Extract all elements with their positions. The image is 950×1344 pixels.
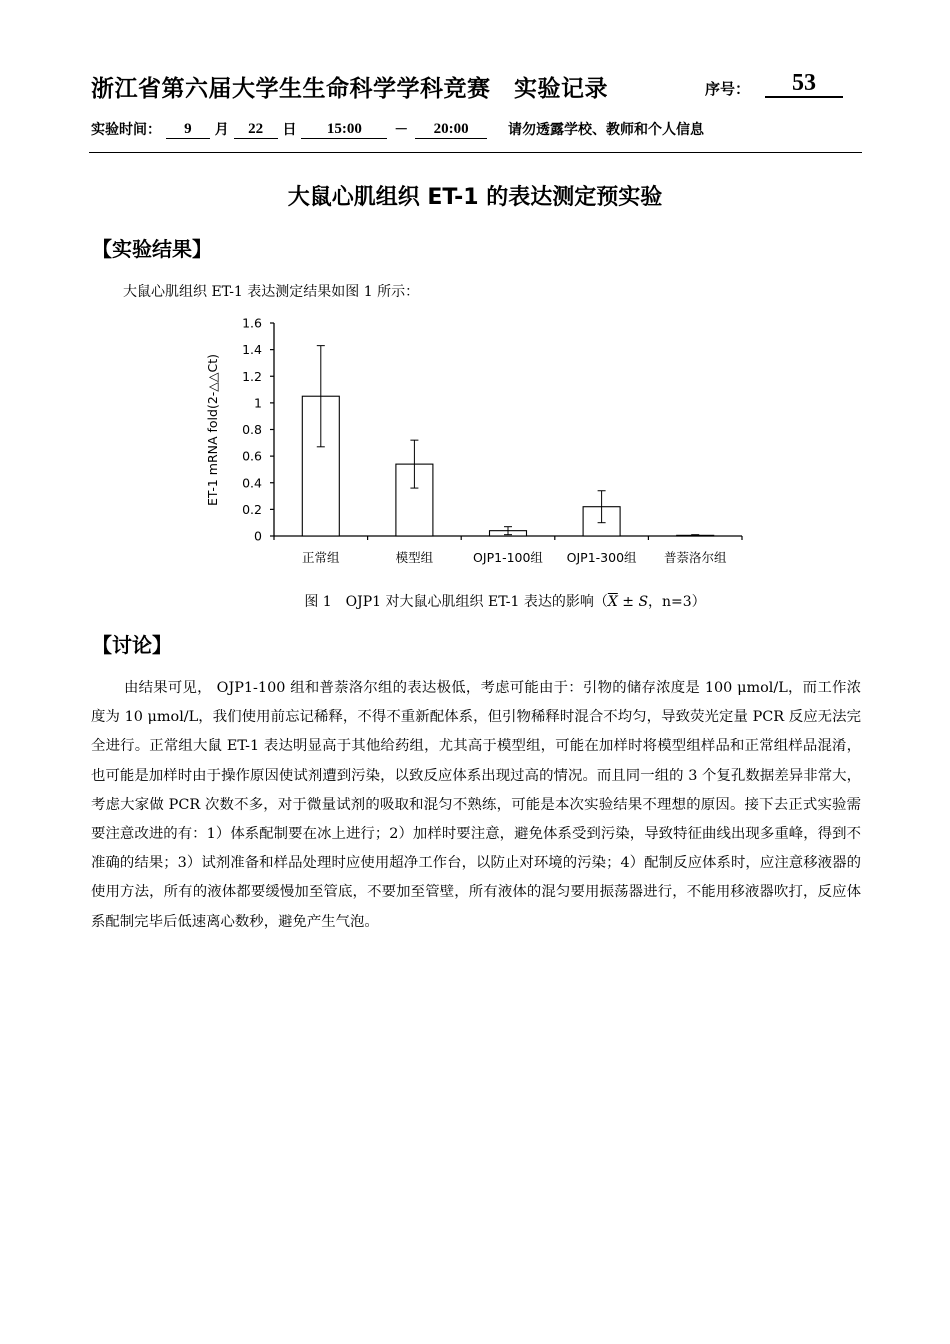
document-title: 大鼠心肌组织 ET-1 的表达测定预实验 [287,185,663,210]
time-label: 实验时间： [91,122,161,138]
x-category-label: 普萘洛尔组 [663,550,727,565]
privacy-notice: 请勿透露学校、教师和个人信息 [508,122,704,138]
error-bars [317,346,699,536]
experiment-time-row [91,119,704,141]
discussion-paragraph: 由结果可见， OJP1-100 组和普萘洛尔组的表达极低，考虑可能由于：引物的储存浓度是 100 μmol/L，而工作浓度为 10 μmol/L，我们使用前忘记稀释，不得不重新配体系，但引物稀释时混合不均匀，导致荧光定量 PCR 反应无法完全进行。正常组大鼠 ET-1 表达明显高于其他给药组，尤其高于模型组，可能在加样时将模型组样品和正常组样品混淆，也可能是加样时由于操作原因使试剂遭到污染，以致反应体系出现过高的情况。而且同一组的 3 个复孔数据差异非常大，考虑大家做 PCR 次数不多，对于微量试剂的吸取和混匀不熟练，可能是本次实验结果不理想的原因。接下去正式实验需要注意改进的有：1）体系配制要在冰上进行；2）加样时要注意，避免体系受到污染，导致特征曲线出现多重峰，得到不准确的结果；3）试剂准备和样品处理时应使用超净工作台，以防止对环境的污染；4）配制反应体系时，应注意移液器的使用方法，所有的液体都要缓慢加至管底，不要加至管壁，所有液体的混匀要用振荡器进行，不能用移液器吹打，反应体系配制完毕后低速离心数秒，避免产生气泡。 [91,680,861,930]
discussion-heading: 【讨论】 [92,633,172,657]
y-tick-label: 1.2 [242,368,262,384]
y-axis-label: ET-1 mRNA fold(2-△△Ct) [205,353,220,507]
y-tick-label: 0.6 [242,448,262,464]
caption-pm: ± [617,594,639,610]
y-tick-label: 0.8 [242,422,262,437]
serial-label: 序号： [705,80,751,98]
day-value: 22 [234,120,278,139]
serial-value: 53 [765,70,843,98]
x-category-label: 正常组 [302,550,340,565]
chart-svg [200,310,760,580]
header-title: 浙江省第六届大学生生命科学学科竞赛 实验记录 [91,76,608,102]
y-tick-label: 0.4 [242,475,262,491]
results-intro: 大鼠心肌组织 ET-1 表达测定结果如图 1 所示： [123,284,420,300]
day-unit: 日 [282,122,297,138]
results-heading: 【实验结果】 [92,237,212,261]
bar-chart [200,310,760,580]
x-axis-labels [302,550,727,565]
x-category-label: OJP1-100组 [473,550,543,565]
y-tick-label: 0.2 [242,501,262,517]
y-axis-ticks [242,316,274,544]
caption-prefix: 图 1 OJP1 对大鼠心肌组织 ET-1 表达的影响（ [304,594,608,610]
caption-mean-symbol: $\overline{X}$ [607,594,618,610]
start-time: 15:00 [301,120,387,139]
x-category-label: OJP1-300组 [566,550,637,565]
figure-caption [0,591,950,611]
y-tick-label: 1 [254,395,262,411]
time-dash: － [394,122,409,138]
y-tick-label: 1.4 [242,342,262,358]
end-time: 20:00 [415,120,487,139]
header-divider [89,152,862,153]
caption-suffix: ，n=3） [648,594,706,610]
month-unit: 月 [214,122,229,138]
bars [302,396,713,536]
month-value: 9 [166,120,210,139]
y-tick-label: 0 [254,528,262,544]
y-tick-label: 1.6 [242,315,262,331]
record-header [91,66,861,106]
caption-sd-symbol: S [638,594,649,610]
x-category-label: 模型组 [395,550,434,565]
